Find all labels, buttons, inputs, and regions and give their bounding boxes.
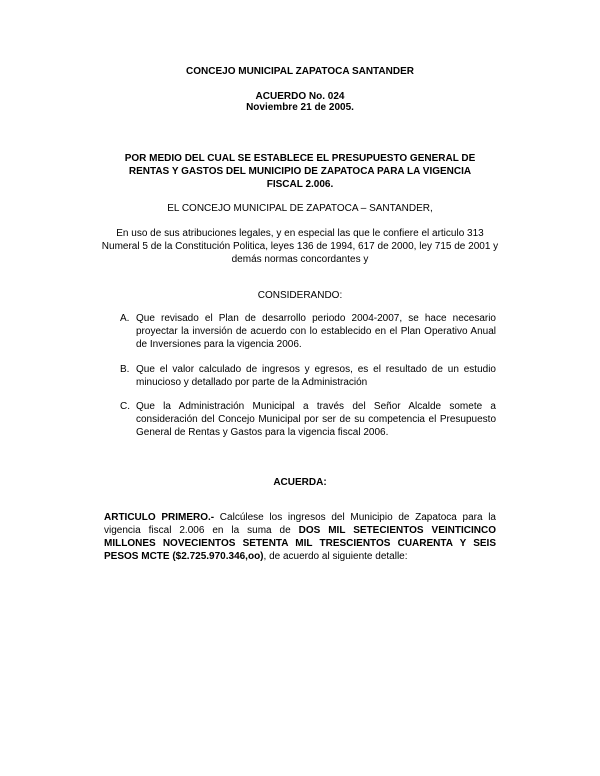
considering-item-a (120, 312, 496, 351)
article-first-paragraph (104, 511, 496, 563)
considering-item-b (120, 363, 496, 389)
agreement-number: ACUERDO No. 024 (255, 91, 345, 102)
council-name: CONCEJO MUNICIPAL ZAPATOCA SANTANDER (186, 66, 414, 77)
item-marker: C. (120, 401, 130, 412)
agreement-date: Noviembre 21 de 2005. (246, 102, 354, 113)
article-first-label: ARTICULO PRIMERO.- (104, 512, 215, 523)
preamble-paragraph: En uso de sus atribuciones legales, y en especial las que le confiere el articulo 313 Numeral 5 de la Constitución Politica, leyes 136 de 1994, 617 de 2000, ley 715 de 2001 y demás normas concordantes y (101, 228, 499, 265)
item-text: Que el valor calculado de ingresos y egresos, es el resultado de un estudio minucioso y detallado por parte de la Administración (136, 364, 496, 388)
article-first-text-end: , de acuerdo al siguiente detalle: (263, 551, 408, 562)
item-marker: B. (120, 364, 130, 375)
item-text: Que revisado el Plan de desarrollo periodo 2004-2007, se hace necesario proyectar la inversión de acuerdo con lo establecido en el Plan Operativo Anual de Inversiones para la vigencia 2006. (136, 313, 496, 350)
resolves-heading: ACUERDA: (273, 477, 327, 488)
item-marker: A. (120, 313, 130, 324)
considering-heading: CONSIDERANDO: (257, 290, 343, 301)
article-first-amount: DOS MIL SETECIENTOS VEINTICINCO MILLONES NOVECIENTOS SETENTA MIL TRESCIENTOS CUARENTA Y SEIS PESOS MCTE ($2.725.970.346,oo) (104, 525, 496, 562)
intro-line: EL CONCEJO MUNICIPAL DE ZAPATOCA – SANTANDER, (167, 203, 433, 214)
considering-item-c (120, 400, 496, 439)
item-text: Que la Administración Municipal a través del Señor Alcalde somete a consideración del Concejo Municipal por ser de su competencia el Presupuesto General de Rentas y Gastos para la vigencia fiscal 2006. (136, 401, 496, 438)
article-first-text: Calcúlese los ingresos del Municipio de Zapatoca para la vigencia fiscal 2.006 en la suma de (104, 512, 496, 536)
purpose-statement: POR MEDIO DEL CUAL SE ESTABLECE EL PRESUPUESTO GENERAL DE RENTAS Y GASTOS DEL MUNICIPIO DE ZAPATOCA PARA LA VIGENCIA FISCAL 2.006. (124, 153, 476, 190)
